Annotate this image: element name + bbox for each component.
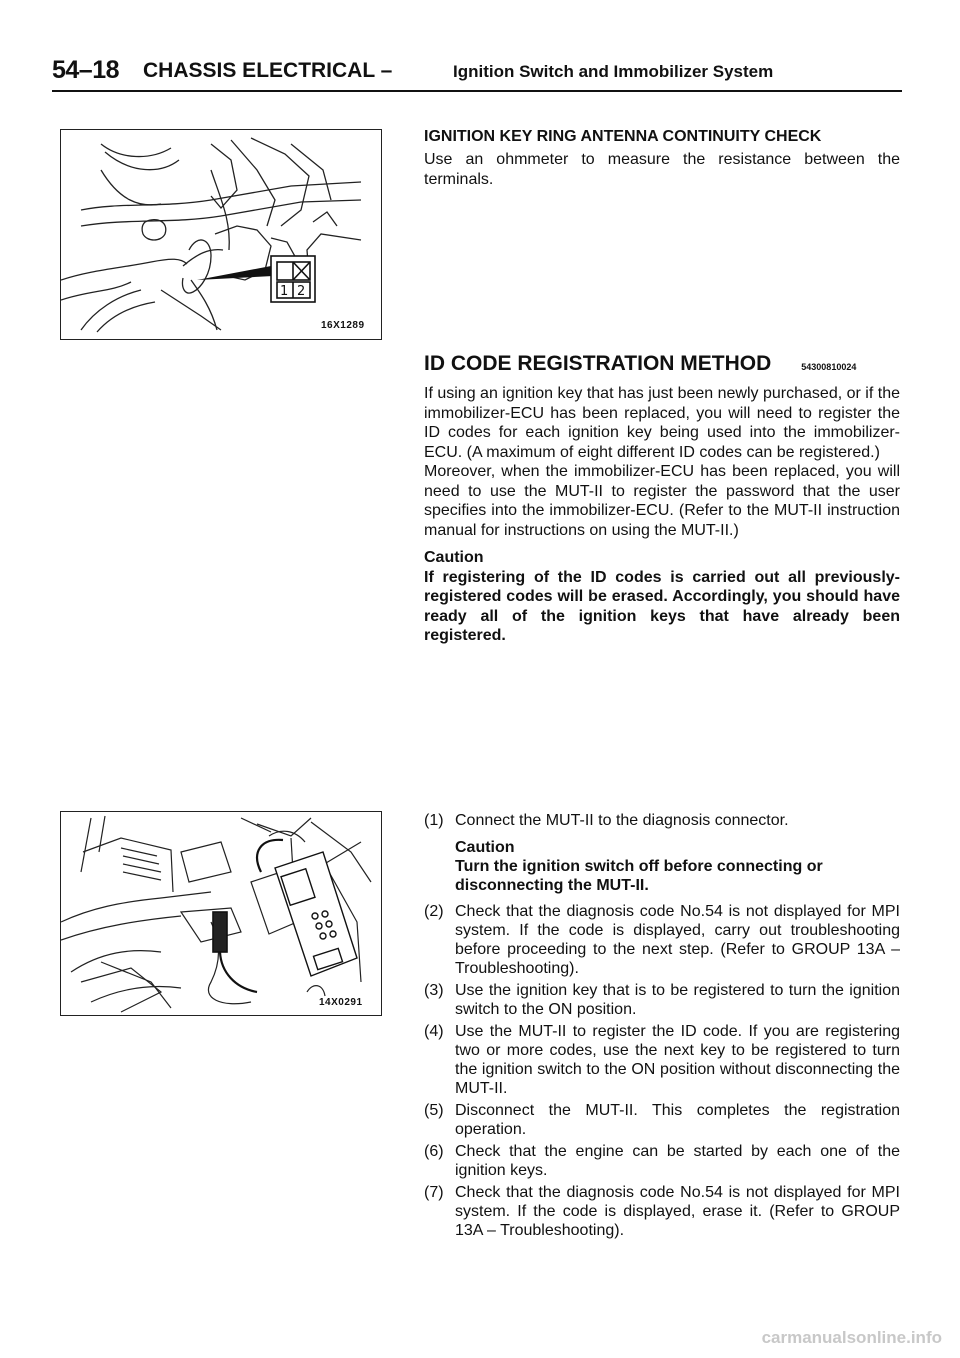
step-text: Check that the diagnosis code No.54 is not displayed for MPI system. If the code is displayed, erase it. (Refer to GROUP 13A – Troubleshooting).: [455, 1184, 900, 1239]
figure-key-ring-antenna: [60, 129, 382, 340]
paragraph: Moreover, when the immobilizer-ECU has been replaced, you will need to use the MUT-II to register the password that the user specifies into the immobilizer-ECU. (Refer to the MUT-II instruction manual for instructions on using the MUT-II.): [424, 463, 900, 539]
procedure-steps: [424, 811, 900, 1243]
paragraph: If using an ignition key that has just been newly purchased, or if the immobilizer-ECU has been replaced, you will need to register the ID codes for each ignition key being used into the immobilizer-ECU. (A maximum of eight different ID codes can be registered.): [424, 385, 900, 461]
reference-number: 54300810024: [801, 362, 857, 372]
header-rule: [52, 90, 902, 92]
list-item: [424, 811, 900, 830]
caution-title: Caution: [424, 549, 484, 566]
page-number: 54–18: [52, 56, 120, 84]
list-item: [424, 1183, 900, 1240]
mut-ii-illustration: [61, 812, 381, 1015]
heading-text: ID CODE REGISTRATION METHOD: [424, 352, 772, 375]
step-text: Use the MUT-II to register the ID code. If you are registering two or more codes, use the next key to be registered to turn the ignition switch to the ON position without disconnecting the MUT-II.: [455, 1023, 900, 1097]
section-heading: IGNITION KEY RING ANTENNA CONTINUITY CHECK: [424, 128, 822, 145]
page-header: [52, 52, 902, 92]
chapter-title: CHASSIS ELECTRICAL –: [143, 59, 393, 82]
connector-pin-2: 2: [297, 284, 306, 299]
watermark[interactable]: carmanualsonline.info: [761, 1328, 942, 1347]
step-number: (5): [424, 1102, 444, 1119]
step-text: Disconnect the MUT-II. This completes the registration operation.: [455, 1102, 900, 1138]
section-title: Ignition Switch and Immobilizer System: [453, 62, 774, 81]
caution-text: Turn the ignition switch off before connecting or disconnecting the MUT-II.: [455, 858, 823, 894]
list-item: [424, 902, 900, 978]
section-id-code: [424, 352, 900, 646]
step-number: (3): [424, 982, 444, 999]
list-item: [424, 1101, 900, 1139]
step-text: Check that the engine can be started by each one of the ignition keys.: [455, 1143, 900, 1179]
paragraph: Use an ohmmeter to measure the resistance between the terminals.: [424, 151, 900, 188]
figure-code: 14X0291: [319, 997, 363, 1008]
list-item: [424, 1022, 900, 1098]
caution-text: If registering of the ID codes is carried out all previously-registered codes will be erased. Accordingly, you should have ready all of the ignition keys that have already been registered.: [424, 568, 900, 644]
step-text: Check that the diagnosis code No.54 is not displayed for MPI system. If the code is displayed, carry out troubleshooting before proceeding to the next step. (Refer to GROUP 13A – Troubleshooting).: [455, 903, 900, 977]
step-text: Use the ignition key that is to be registered to turn the ignition switch to the ON position.: [455, 982, 900, 1018]
figure-mut-ii-connection: [60, 811, 382, 1016]
figure-code: 16X1289: [321, 320, 365, 331]
step-number: (2): [424, 903, 444, 920]
step-text: Connect the MUT-II to the diagnosis connector.: [455, 812, 789, 829]
section-heading: [424, 352, 900, 376]
step-number: (4): [424, 1023, 444, 1040]
connector-pin-1: 1: [280, 284, 289, 299]
step-number: (7): [424, 1184, 444, 1201]
list-item: [424, 981, 900, 1019]
section-antenna-check: [424, 127, 900, 189]
caution-title: Caution: [455, 839, 515, 856]
list-item: [424, 1142, 900, 1180]
step-number: (6): [424, 1143, 444, 1160]
step-number: (1): [424, 812, 444, 829]
antenna-illustration: [61, 130, 381, 339]
